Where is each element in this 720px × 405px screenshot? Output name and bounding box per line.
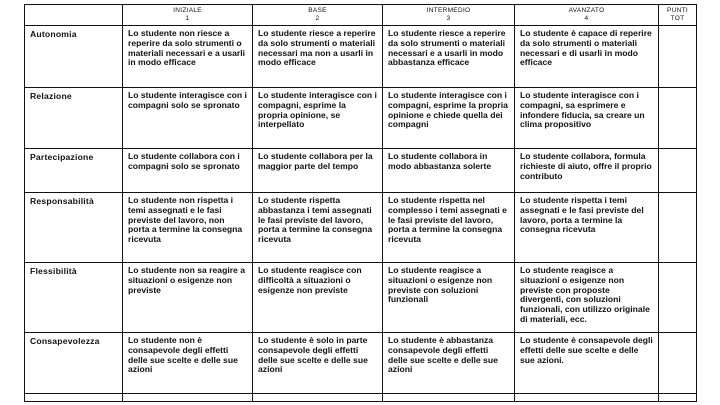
descriptor-cell: Lo studente è consapevole degli effetti delle sue scelte e delle sue azioni. — [515, 333, 659, 394]
descriptor-cell: Lo studente rispetta abbastanza i temi assegnati le fasi previste del lavoro, porta a termine la consegna ricevuta — [253, 193, 383, 263]
total-points-cell[interactable] — [659, 394, 697, 402]
descriptor-cell: Lo studente non sa reagire a situazioni o esigenze non previste — [123, 263, 253, 333]
descriptor-cell: Lo studente non rispetta i temi assegnati e le fasi previste del lavoro, non porta a termine la consegna ricevuta — [123, 193, 253, 263]
header-points: PUNTI TOT — [659, 5, 697, 26]
points-cell[interactable] — [659, 26, 697, 88]
header-level-2 — [253, 5, 383, 26]
descriptor-cell: Lo studente rispetta nel complesso i temi assegnati e le fasi previste del lavoro, porta a termine la consegna ricevuta — [383, 193, 515, 263]
descriptor-cell: Lo studente reagisce a situazioni o esigenze non previste con soluzioni funzionali — [383, 263, 515, 333]
level-name: INIZIALE — [173, 7, 202, 14]
descriptor-cell: Lo studente è solo in parte consapevole degli effetti delle sue scelte e delle sue azioni — [253, 333, 383, 394]
points-cell[interactable] — [659, 333, 697, 394]
empty-cell — [515, 394, 659, 402]
level-number: 4 — [584, 15, 589, 22]
rubric-row-autonomia — [25, 26, 697, 88]
rubric-row-responsabilita — [25, 193, 697, 263]
descriptor-cell: Lo studente interagisce con i compagni, esprime la propria opinione, se interpellato — [253, 88, 383, 149]
criterion-label: Consapevolezza — [25, 333, 123, 394]
rubric-row-partecipazione — [25, 149, 697, 193]
descriptor-cell: Lo studente interagisce con i compagni, sa esprimere e infondere fiducia, sa creare un clima propositivo — [515, 88, 659, 149]
level-name: INTERMEDIO — [426, 7, 471, 14]
level-name: BASE — [308, 7, 327, 14]
descriptor-cell: Lo studente riesce a reperire da solo strumenti o materiali necessari ma non a usarli in modo efficace — [253, 26, 383, 88]
header-level-1 — [123, 5, 253, 26]
header-level-3 — [383, 5, 515, 26]
points-cell[interactable] — [659, 263, 697, 333]
points-cell[interactable] — [659, 149, 697, 193]
rubric-row-consapevolezza — [25, 333, 697, 394]
empty-cell — [25, 394, 123, 402]
descriptor-cell: Lo studente collabora con i compagni solo se spronato — [123, 149, 253, 193]
total-row — [25, 394, 697, 402]
descriptor-cell: Lo studente è abbastanza consapevole degli effetti delle sue scelte e delle sue azioni — [383, 333, 515, 394]
header-criterion-cell — [25, 5, 123, 26]
descriptor-cell: Lo studente interagisce con i compagni solo se spronato — [123, 88, 253, 149]
level-number: 3 — [446, 15, 451, 22]
level-number: 2 — [315, 15, 320, 22]
descriptor-cell: Lo studente collabora in modo abbastanza solerte — [383, 149, 515, 193]
level-name: AVANZATO — [568, 7, 605, 14]
descriptor-cell: Lo studente rispetta i temi assegnati e le fasi previste del lavoro, porta a termine la consegna ricevuta — [515, 193, 659, 263]
points-cell[interactable] — [659, 88, 697, 149]
descriptor-cell: Lo studente è capace di reperire da solo strumenti o materiali necessari e di usarli in modo efficace — [515, 26, 659, 88]
header-level-4 — [515, 5, 659, 26]
rubric-row-flessibilita — [25, 263, 697, 333]
header-row — [25, 5, 697, 26]
criterion-label: Partecipazione — [25, 149, 123, 193]
descriptor-cell: Lo studente collabora, formula richieste di aiuto, offre il proprio contributo — [515, 149, 659, 193]
criterion-label: Autonomia — [25, 26, 123, 88]
points-cell[interactable] — [659, 193, 697, 263]
criterion-label: Flessibilità — [25, 263, 123, 333]
empty-cell — [123, 394, 253, 402]
descriptor-cell: Lo studente reagisce con difficoltà a situazioni o esigenze non previste — [253, 263, 383, 333]
criterion-label: Responsabilità — [25, 193, 123, 263]
criterion-label: Relazione — [25, 88, 123, 149]
descriptor-cell: Lo studente non riesce a reperire da solo strumenti o materiali necessari e a usarli in modo efficace — [123, 26, 253, 88]
rubric-row-relazione — [25, 88, 697, 149]
descriptor-cell: Lo studente interagisce con i compagni, esprime la propria opinione e chiede quella dei compagni — [383, 88, 515, 149]
descriptor-cell: Lo studente riesce a reperire da solo strumenti o materiali necessari e a usarli in modo abbastanza efficace — [383, 26, 515, 88]
descriptor-cell: Lo studente reagisce a situazioni o esigenze non previste con proposte divergenti, con soluzioni funzionali, con utilizzo originale di materiali, ecc. — [515, 263, 659, 333]
level-number: 1 — [185, 15, 190, 22]
empty-cell — [383, 394, 515, 402]
descriptor-cell: Lo studente non è consapevole degli effetti delle sue scelte e delle sue azioni — [123, 333, 253, 394]
descriptor-cell: Lo studente collabora per la maggior parte del tempo — [253, 149, 383, 193]
rubric-table — [24, 4, 697, 402]
empty-cell — [253, 394, 383, 402]
